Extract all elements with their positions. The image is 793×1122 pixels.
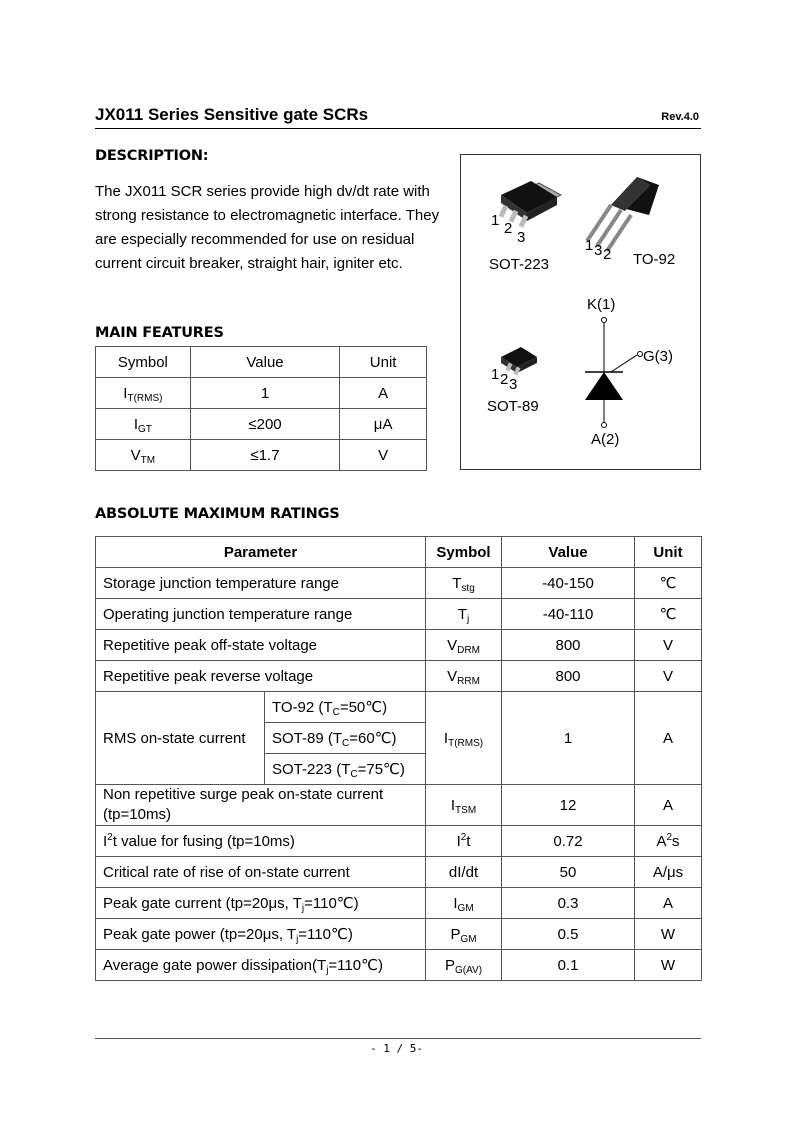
value-cell: 0.5 (502, 919, 635, 950)
table-row (96, 785, 702, 826)
ratings-col-parameter: Parameter (96, 537, 426, 568)
symbol-cell: $I_{TSM}$ (426, 785, 502, 826)
ratings-heading: ABSOLUTE MAXIMUM RATINGS (95, 506, 340, 522)
sot89-pin-1: 1 (491, 366, 500, 383)
symbol-cell: $T_j$ (426, 599, 502, 630)
value-cell: 1 (502, 692, 635, 785)
symbol-cathode-label: K(1) (587, 296, 616, 313)
symbol-cell: $P_{GM}$ (426, 919, 502, 950)
value-cell: 0.1 (502, 950, 635, 981)
parameter-cell: Critical rate of rise of on-state current (96, 857, 426, 888)
parameter-cell: Peak gate power (tp=20μs, $T_j=110℃$) (96, 919, 426, 950)
unit-cell: W (635, 919, 702, 950)
unit-cell: A (340, 378, 427, 409)
parameter-cell: RMS on-state current (96, 692, 265, 785)
table-row (96, 919, 702, 950)
symbol-cell: $I_{T(RMS)}$ (96, 378, 191, 409)
value-cell: 12 (502, 785, 635, 826)
package-diagram (461, 155, 700, 469)
to92-label: TO-92 (633, 251, 676, 268)
parameter-cell: $I^2t$ value for fusing (tp=10ms) (96, 826, 426, 857)
table-row (96, 950, 702, 981)
parameter-cell: Repetitive peak off-state voltage (96, 630, 426, 661)
value-cell: 800 (502, 661, 635, 692)
features-col-value: Value (190, 347, 339, 378)
ratings-col-value: Value (502, 537, 635, 568)
symbol-cell: dI/dt (426, 857, 502, 888)
sot89-pin-2: 2 (500, 371, 509, 388)
symbol-cell: $V_{TM}$ (96, 440, 191, 471)
parameter-cell: Average gate power $dissipation(T_j=110℃)$ (96, 950, 426, 981)
to92-package-icon (587, 177, 659, 251)
features-header-row (96, 347, 427, 378)
to92-pin-2: 2 (603, 246, 612, 263)
page-title: JX011 Series Sensitive gate SCRs (95, 105, 369, 124)
table-row (96, 888, 702, 919)
symbol-cell: $V_{RRM}$ (426, 661, 502, 692)
condition-cell: SOT-223 $(T_C=75℃)$ (265, 754, 426, 785)
symbol-cell: $V_{DRM}$ (426, 630, 502, 661)
title-divider (95, 128, 701, 129)
features-table (95, 346, 427, 471)
value-cell: 1 (190, 378, 339, 409)
sot89-label: SOT-89 (487, 398, 539, 415)
sot223-label: SOT-223 (489, 256, 550, 273)
footer-divider (95, 1038, 701, 1039)
value-cell: -40-150 (502, 568, 635, 599)
sot223-pin-3: 3 (517, 229, 526, 246)
symbol-gate-label: G(3) (643, 348, 673, 365)
parameter-cell: Storage junction temperature range (96, 568, 426, 599)
unit-cell: A (635, 785, 702, 826)
features-heading: MAIN FEATURES (95, 325, 224, 341)
condition-cell: TO-92 $(T_C=50℃)$ (265, 692, 426, 723)
scr-symbol-icon (585, 318, 643, 428)
table-row (96, 440, 427, 471)
unit-cell: A/μs (635, 857, 702, 888)
value-cell: 0.72 (502, 826, 635, 857)
unit-cell: V (635, 661, 702, 692)
page-number: - 1 / 5- (370, 1042, 423, 1055)
parameter-cell: Operating junction temperature range (96, 599, 426, 630)
unit-cell: ℃ (635, 599, 702, 630)
parameter-cell: Repetitive peak reverse voltage (96, 661, 426, 692)
symbol-cell: $I_{T(RMS)}$ (426, 692, 502, 785)
table-row (96, 378, 427, 409)
features-col-unit: Unit (340, 347, 427, 378)
symbol-cell: $P_{G(AV)}$ (426, 950, 502, 981)
table-row (96, 826, 702, 857)
unit-cell: $A^2s$ (635, 826, 702, 857)
to92-pin-3: 3 (594, 242, 603, 259)
table-row (96, 692, 702, 723)
sot223-pin-2: 2 (504, 220, 513, 237)
parameter-cell: Non repetitive surge peak on-state current (tp=10ms) (96, 785, 426, 826)
value-cell: ≤200 (190, 409, 339, 440)
table-row (96, 661, 702, 692)
symbol-anode-label: A(2) (591, 431, 620, 448)
ratings-col-symbol: Symbol (426, 537, 502, 568)
value-cell: -40-110 (502, 599, 635, 630)
to92-pin-1: 1 (585, 237, 594, 254)
sot89-pin-3: 3 (509, 376, 518, 393)
table-row (96, 409, 427, 440)
symbol-cell: $I_{GT}$ (96, 409, 191, 440)
ratings-header-row (96, 537, 702, 568)
sot223-pin-1: 1 (491, 212, 500, 229)
value-cell: 0.3 (502, 888, 635, 919)
value-cell: 50 (502, 857, 635, 888)
unit-cell: V (635, 630, 702, 661)
unit-cell: ℃ (635, 568, 702, 599)
ratings-table (95, 536, 702, 981)
unit-cell: μA (340, 409, 427, 440)
description-heading: DESCRIPTION: (95, 148, 209, 164)
unit-cell: V (340, 440, 427, 471)
features-col-symbol: Symbol (96, 347, 191, 378)
table-row (96, 599, 702, 630)
table-row (96, 630, 702, 661)
table-row (96, 857, 702, 888)
condition-cell: SOT-89 $(T_C=60℃)$ (265, 723, 426, 754)
revision-label: Rev.4.0 (661, 111, 699, 123)
symbol-cell: $I^2t$ (426, 826, 502, 857)
parameter-cell: Peak gate current (tp=20μs, $T_j=110℃$) (96, 888, 426, 919)
table-row (96, 568, 702, 599)
unit-cell: A (635, 888, 702, 919)
symbol-cell: $T_{stg}$ (426, 568, 502, 599)
unit-cell: W (635, 950, 702, 981)
description-text: The JX011 SCR series provide high dv/dt rate with strong resistance to electromagnetic interface. They are especially recommended for use on residual current circuit breaker, straight hair, igniter etc. (95, 183, 440, 272)
unit-cell: A (635, 692, 702, 785)
package-diagram-box (460, 154, 701, 470)
value-cell: 800 (502, 630, 635, 661)
symbol-cell: $I_{GM}$ (426, 888, 502, 919)
ratings-col-unit: Unit (635, 537, 702, 568)
value-cell: ≤1.7 (190, 440, 339, 471)
